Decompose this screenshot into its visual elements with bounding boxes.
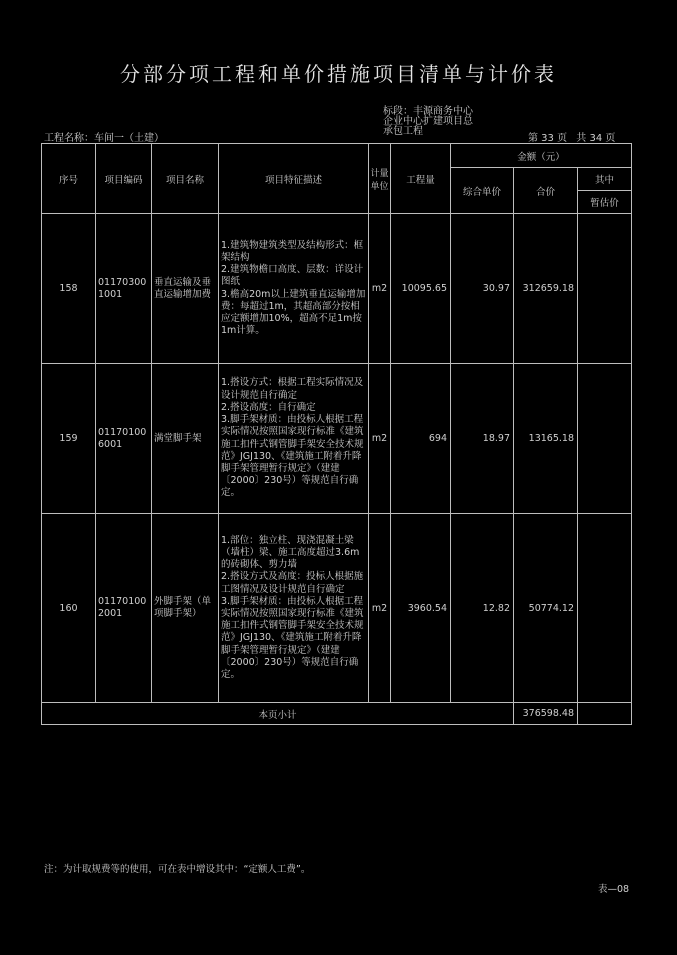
desc-line: 1.搭设方式：根据工程实际情况及设计规范自行确定 [221,377,364,401]
table-row [42,364,632,514]
project-name: 工程名称：车间一（土建） [44,133,164,144]
page-title: 分部分项工程和单价措施项目清单与计价表 [120,62,557,86]
tender-line-2: 企业中心扩建项目总 [383,116,473,127]
cell-temp-price [578,364,632,514]
desc-line: 3.脚手架材质：由投标人根据工程实际情况按照国家现行标准《建筑施工扣件式钢管脚手架安全技术规范》JGJ130、《建筑施工附着升降脚手架管理暂行规定》（建建〔2000〕230号）等规范自行确定。 [221,414,364,499]
desc-line: 2.搭设高度：自行确定 [221,401,316,413]
cell-desc [219,514,369,703]
header-temp-price: 暂估价 [578,191,632,214]
subtotal-temp [578,703,632,725]
cell-unit-price: 30.97 [451,214,514,364]
cell-unit-price: 18.97 [451,364,514,514]
cell-desc [219,364,369,514]
subtotal-label: 本页小计 [42,703,514,725]
footer-note: 注：为计取规费等的使用，可在表中增设其中：“定额人工费”。 [44,864,311,875]
desc-line: 2.建筑物檐口高度、层数：详设计图纸 [221,264,364,288]
header-amount-group: 金额（元） [451,144,632,168]
cell-unit: m2 [369,214,391,364]
header-unit: 计量单位 [369,144,391,214]
cell-code: 011701006001 [96,364,152,514]
cell-qty: 3960.54 [391,514,451,703]
desc-line: 2.搭设方式及高度：投标人根据施工图情况及设计规范自行确定 [221,571,364,595]
cell-name: 外脚手架（单项脚手架） [152,514,219,703]
cell-seq: 160 [42,514,96,703]
desc-line: 3.脚手架材质：由投标人根据工程实际情况按照国家现行标准《建筑施工扣件式钢管脚手架安全技术规范》JGJ130、《建筑施工附着升降脚手架管理暂行规定》（建建〔2000〕230号）等规范自行确定。 [221,595,364,681]
page-current: 第 33 页 [528,133,568,144]
header-qty: 工程量 [391,144,451,214]
header-unit-price: 综合单价 [451,168,514,214]
cell-temp-price [578,214,632,364]
tender-section-label [383,107,473,137]
tender-line-1: 标段：丰源商务中心 [383,106,473,117]
subtotal-value: 376598.48 [514,703,578,725]
header-of-which: 其中 [578,168,632,191]
page-number [528,129,621,144]
cell-qty: 10095.65 [391,214,451,364]
cell-unit: m2 [369,364,391,514]
cell-desc [219,214,369,364]
header-name: 项目名称 [152,144,219,214]
cell-total: 50774.12 [514,514,578,703]
header-row-1 [42,144,632,168]
cell-temp-price [578,514,632,703]
cell-seq: 158 [42,214,96,364]
form-code: 表—08 [598,884,630,895]
cell-unit: m2 [369,514,391,703]
cell-total: 13165.18 [514,364,578,514]
desc-line: 1.部位：独立柱、现浇混凝土梁（墙柱）梁、施工高度超过3.6m的砖砌体、剪力墙 [221,534,360,571]
header-seq: 序号 [42,144,96,214]
header-code: 项目编码 [96,144,152,214]
table-row [42,214,632,364]
cell-name: 满堂脚手架 [152,364,219,514]
desc-line: 3.檐高20m以上建筑垂直运输增加费：每超过1m，其超高部分按相应定额增加10%，超高不足1m按1m计算。 [221,288,366,337]
header-desc: 项目特征描述 [219,144,369,214]
subtotal-row [42,703,632,725]
cell-code: 011701002001 [96,514,152,703]
cell-qty: 694 [391,364,451,514]
cell-code: 011703001001 [96,214,152,364]
cell-total: 312659.18 [514,214,578,364]
cell-name: 垂直运输及垂直运输增加费 [152,214,219,364]
desc-line: 1.建筑物建筑类型及结构形式：框架结构 [221,239,364,263]
header-total: 合价 [514,168,578,214]
pricing-table [41,143,632,725]
cell-unit-price: 12.82 [451,514,514,703]
table-row [42,514,632,703]
page-total: 共 34 页 [576,133,616,144]
tender-line-3: 承包工程 [383,126,423,137]
cell-seq: 159 [42,364,96,514]
